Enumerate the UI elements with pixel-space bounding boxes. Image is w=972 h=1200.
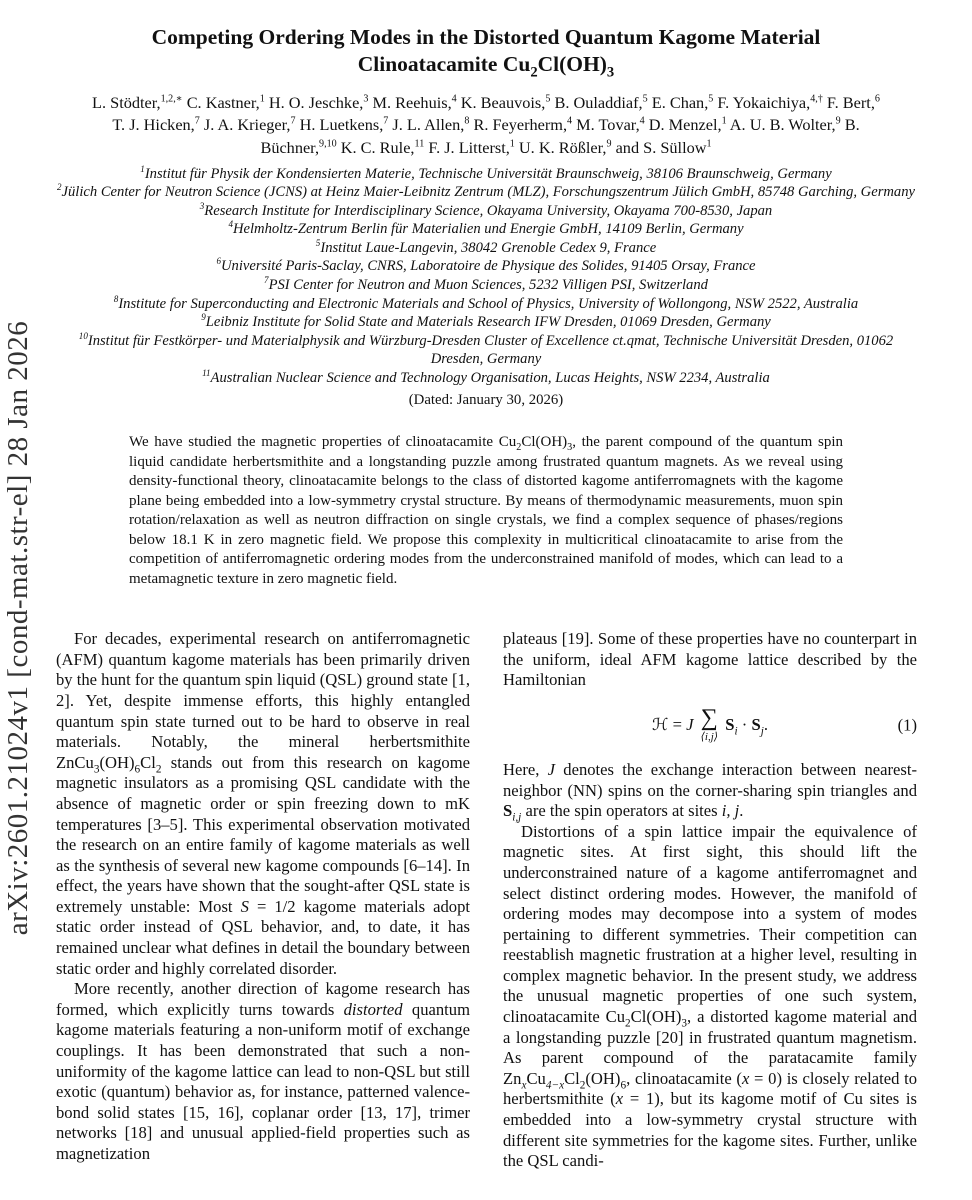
author-affiliation-ref: 9 <box>835 116 841 128</box>
author-name: F. Bert, <box>826 93 875 113</box>
affiliation: $^2$Jülich Center for Neutron Science (JCNS) at Heinz Maier-Leibnitz Zentrum (MLZ), Forschungszentrum Jülich GmbH, 85748 Garching, Germany <box>56 182 915 201</box>
author-name: F. J. Litterst, <box>428 137 510 157</box>
author-affiliation-ref: 3 <box>363 93 369 105</box>
author-name: K. C. Rule, <box>340 137 415 157</box>
author-name: J. L. Allen, <box>392 115 465 135</box>
author-affiliation-ref: 7 <box>383 116 389 128</box>
author-name: C. Kastner, <box>186 93 260 113</box>
affiliation-number: 8 <box>113 293 119 304</box>
author-affiliation-ref: 1,2,∗ <box>160 93 183 105</box>
affiliation: $^3$Research Institute for Interdisciplinary Science, Okayama University, Okayama 700-8530, Japan <box>199 200 773 219</box>
author-affiliation-ref: 5 <box>642 93 648 105</box>
paragraph-intro: For decades, experimental research on antiferromagnetic (AFM) quantum kagome materials has been primarily driven by the hunt for the quantum spin liquid (QSL) ground state [1, 2]. Yet, despite immense efforts, this highly entangled quantum spin state turned out to be hard to observe in real materials. Notably, the mineral herbertsmithite $ZnCu_3(OH)_6Cl_2$ stands out from this research on kagome magnetic insulators as a promising QSL candidate with the absence of magnetic order or spin freezing down to mK temperatures [3–5]. This experimental observation motivated the research on an entire family of kagome materials as well as the synthesis of several new kagome compounds [6–14]. In effect, the years have shown that the sought-after QSL state is extremely unstable: Most S = 1/2 kagome materials adopt static order instead of QSL behavior, and, to date, it has remained unclear what defines in detail the boundary between static order and highly correlated disorder. <box>56 629 470 978</box>
author-affiliation-ref: 1 <box>721 116 727 128</box>
affiliation: $^8$Institute for Superconducting and Electronic Materials and School of Physics, University of Wollongong, NSW 2522, Australia <box>113 293 859 312</box>
date-line: (Dated: January 30, 2026) <box>408 392 564 409</box>
author-affiliation-ref: 6 <box>874 93 880 105</box>
affiliation-list <box>56 165 916 387</box>
paragraph-plateaus: plateaus [19]. Some of these properties have no counterpart in the uniform, ideal AFM kagome lattice described by the Hamiltonian <box>503 629 917 690</box>
author-affiliation-ref: 4 <box>639 116 645 128</box>
affiliation-number: 9 <box>201 312 206 323</box>
author-list <box>86 92 886 158</box>
author-affiliation-ref: 9,10 <box>319 138 337 150</box>
author-name: K. Beauvois, <box>460 93 546 113</box>
author-name: D. Menzel, <box>648 115 722 135</box>
column-right <box>503 629 917 1172</box>
author-name: H. O. Jeschke, <box>268 93 364 113</box>
paragraph-hamiltonian-explanation: Here, J denotes the exchange interaction between nearest-neighbor (NN) spins on the corner-sharing spin triangles and $S_{i,j}$ are the spin operators at sites i, j. <box>503 759 917 824</box>
author-affiliation-ref: 1 <box>509 138 515 150</box>
author-name: R. Feyerherm, <box>473 115 568 135</box>
author-name: B. Ouladdiaf, <box>554 93 643 113</box>
affiliation: $^7$PSI Center for Neutron and Muon Sciences, 5232 Villigen PSI, Switzerland <box>264 275 708 293</box>
spin-product: $S_i \cdot S_j$. <box>725 715 768 738</box>
author-name: M. Tovar, <box>576 115 640 135</box>
affiliation: $^5$Institut Laue-Langevin, 38042 Grenoble Cedex 9, France <box>315 238 657 256</box>
author-affiliation-ref: 4,† <box>810 93 823 105</box>
author-affiliation-ref: 1 <box>706 138 712 150</box>
affiliation: $^{10}$Institut für Festkörper- und Materialphysik and Würzburg-Dresden Cluster of Excellence ct.qmat, Technische Universität Dresden, 01062 Dresden, Germany <box>78 330 894 368</box>
author-name: U. K. Rößler, <box>518 137 607 157</box>
author-affiliation-ref: 1 <box>259 93 265 105</box>
paragraph-distortions: Distortions of a spin lattice impair the equivalence of magnetic sites. At first sight, this should lift the underconstrained nature of a kagome antiferromagnet and select distinct ordering modes. However, the manifold of ordering modes may decompose into a system of modes pertaining to different symmetries. Their competition can reestablish magnetic frustration at a higher level, resulting in complex magnetic behavior. In the present study, we address the unusual magnetic properties of one such system, clinoatacamite $Cu_2Cl(OH)_3$, a distorted kagome material and a longstanding puzzle [20] in frustrated quantum magnetism. As parent compound of the paratacamite family $Zn_xCu_{4-x}Cl_2(OH)_6$, clinoatacamite (x = 0) is closely related to herbertsmithite (x = 1), but its kagome motif of Cu sites is embedded into a low-symmetry crystal structure with different site symmetries for the kagome sites. Further, unlike the QSL candi- <box>503 821 918 1171</box>
author-affiliation-ref: 7 <box>194 116 200 128</box>
author-affiliation-ref: 5 <box>708 93 714 105</box>
author-affiliation-ref: 8 <box>464 116 470 128</box>
affiliation-number: 6 <box>216 256 221 267</box>
equation-1 <box>503 704 917 745</box>
author-affiliation-ref: 9 <box>606 138 612 150</box>
coupling-constant: J <box>686 715 694 735</box>
affiliation-number: 1 <box>140 163 145 174</box>
arxiv-stamp: arXiv:2601.21024v1 [cond-mat.str-el] 28 Jan 2026 <box>2 320 34 936</box>
author-affiliation-ref: 4 <box>567 116 573 128</box>
abstract: We have studied the magnetic properties of clinoatacamite $Cu_2Cl(OH)_3$, the parent compound of the quantum spin liquid candidate herbertsmithite and a longstanding puzzle among frustrated quantum magnets. As we reveal using density-functional theory, clinoatacamite belongs to the class of distorted kagome antiferromagnets with the kagome plane being embedded into a low-symmetry crystal structure. By means of thermodynamic measurements, muon spin rotation/relaxation as well as neutron diffraction on single crystals, we find a complex sequence of phases/regions below 18.1 K in zero magnetic field. We propose this complexity in multicritical clinoatacamite to arise from the competition of antiferromagnetic ordering modes from the underconstrained manifold of modes, which can lead to a metamagnetic texture in zero magnetic field. <box>129 434 843 587</box>
affiliation-number: 4 <box>228 219 233 230</box>
author-name: L. Stödter, <box>92 93 161 113</box>
paragraph-distorted-kagome: More recently, another direction of kagome research has formed, which explicitly turns towards distorted quantum kagome materials featuring a non-uniform motif of exchange couplings. It has been demonstrated that such a non-uniformity of the kagome lattice can lead to non-QSL but still exotic (quantum) behavior as, for instance, patterned valence-bond solid states [15, 16], coplanar order [13, 17], trimer networks [18] and unusual applied-field properties such as magnetization <box>56 979 470 1163</box>
equation-number: (1) <box>897 716 917 736</box>
author-name: F. Yokaichiya, <box>717 93 811 113</box>
author-name: T. J. Hicken, <box>112 115 195 135</box>
column-left <box>56 629 470 1172</box>
hamiltonian-symbol: ℋ <box>652 715 669 735</box>
author-name: M. Reehuis, <box>372 93 452 113</box>
affiliation-number: 7 <box>264 275 269 286</box>
author-name: A. U. B. Wolter, <box>729 115 836 135</box>
two-column-body <box>56 629 916 1172</box>
affiliation: $^{11}$Australian Nuclear Science and Technology Organisation, Lucas Heights, NSW 2234, Australia <box>202 367 770 386</box>
affiliation: $^1$Institut für Physik der Kondensierten Materie, Technische Universität Braunschweig, 38106 Braunschweig, Germany <box>140 163 832 182</box>
affiliation: $^4$Helmholtz-Zentrum Berlin für Materialien und Energie GmbH, 14109 Berlin, Germany <box>228 219 744 238</box>
summation-symbol: ∑ ⟨i,j⟩ <box>700 704 719 743</box>
affiliation: $^9$Leibniz Institute for Solid State and Materials Research IFW Dresden, 01069 Dresden, Germany <box>201 312 771 331</box>
paper-title <box>56 24 916 80</box>
affiliation-number: 2 <box>56 182 62 193</box>
affiliation-number: 3 <box>199 200 205 211</box>
equals-sign: = <box>672 715 682 735</box>
author-name: and S. Süllow <box>615 137 707 157</box>
paper-title-line2: Clinoatacamite $Cu_2Cl(OH)_3$ <box>357 51 615 80</box>
affiliation-number: 5 <box>315 238 321 249</box>
affiliation-number: 10 <box>78 330 88 341</box>
author-name: H. Luetkens, <box>299 115 384 135</box>
author-name: B. Büchner, <box>260 115 860 157</box>
paper-title-line1: Competing Ordering Modes in the Distorted Quantum Kagome Material <box>151 25 821 49</box>
author-affiliation-ref: 7 <box>290 116 296 128</box>
affiliation: $^6$Université Paris-Saclay, CNRS, Laboratoire de Physique des Solides, 91405 Orsay, France <box>216 256 756 275</box>
affiliation-number: 11 <box>202 367 211 378</box>
equation-body <box>652 704 768 743</box>
author-affiliation-ref: 5 <box>545 93 551 105</box>
author-name: E. Chan, <box>651 93 709 113</box>
author-name: J. A. Krieger, <box>203 115 291 135</box>
author-affiliation-ref: 11 <box>414 138 425 150</box>
author-affiliation-ref: 4 <box>451 93 457 105</box>
